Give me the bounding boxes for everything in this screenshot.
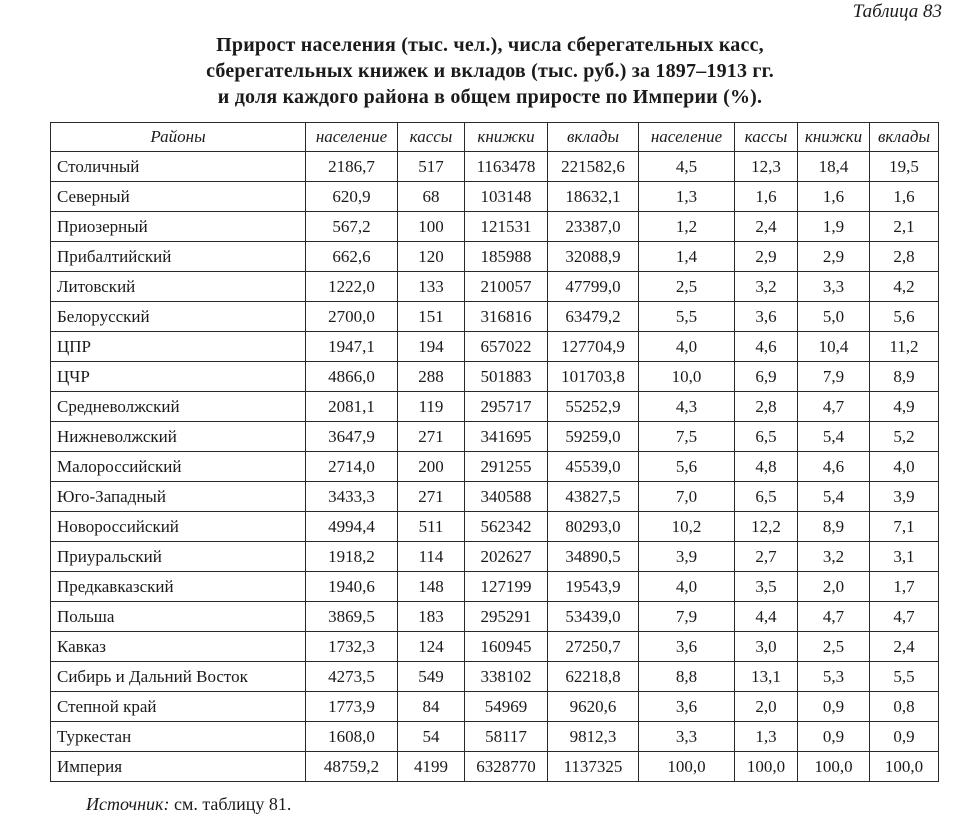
table-cell: 148 (398, 572, 465, 602)
table-cell: 8,9 (870, 362, 939, 392)
table-cell: 3,9 (639, 542, 735, 572)
header-cell: кассы (735, 123, 798, 152)
table-cell: 4866,0 (306, 362, 398, 392)
region-name: Степной край (51, 692, 306, 722)
table-cell: 5,6 (639, 452, 735, 482)
table-cell: 53439,0 (548, 602, 639, 632)
table-row (51, 422, 939, 452)
table-cell: 3,2 (735, 272, 798, 302)
table-cell: 13,1 (735, 662, 798, 692)
table-cell: 1940,6 (306, 572, 398, 602)
table-cell: 662,6 (306, 242, 398, 272)
source-label: Источник: (86, 794, 170, 814)
table-cell: 4,6 (735, 332, 798, 362)
table-cell: 341695 (465, 422, 548, 452)
table-cell: 3,6 (639, 632, 735, 662)
table-cell: 2,9 (735, 242, 798, 272)
region-name: Средневолжский (51, 392, 306, 422)
table-row (51, 722, 939, 752)
table-cell: 4199 (398, 752, 465, 782)
table-cell: 80293,0 (548, 512, 639, 542)
title-line-2: сберегательных книжек и вкладов (тыс. руб.) за 1897–1913 гг. (206, 60, 774, 82)
table-cell: 8,9 (798, 512, 870, 542)
region-name: Нижневолжский (51, 422, 306, 452)
table-cell: 1732,3 (306, 632, 398, 662)
table-cell: 5,5 (639, 302, 735, 332)
table-row (51, 692, 939, 722)
region-name: Столичный (51, 152, 306, 182)
table-cell: 2,4 (735, 212, 798, 242)
table-cell: 3,2 (798, 542, 870, 572)
table-cell: 2,9 (798, 242, 870, 272)
table-cell: 1163478 (465, 152, 548, 182)
table-row (51, 572, 939, 602)
region-name: Польша (51, 602, 306, 632)
table-cell: 45539,0 (548, 452, 639, 482)
table-cell: 3,5 (735, 572, 798, 602)
table-cell: 120 (398, 242, 465, 272)
table-cell: 62218,8 (548, 662, 639, 692)
table-cell: 5,2 (870, 422, 939, 452)
table-cell: 6,9 (735, 362, 798, 392)
table-cell: 0,9 (798, 722, 870, 752)
table-cell: 295291 (465, 602, 548, 632)
table-cell: 58117 (465, 722, 548, 752)
table-cell: 4,6 (798, 452, 870, 482)
table-cell: 27250,7 (548, 632, 639, 662)
table-cell: 12,3 (735, 152, 798, 182)
table-cell: 4,4 (735, 602, 798, 632)
table-cell: 0,8 (870, 692, 939, 722)
statistics-table (50, 122, 939, 782)
region-name: Прибалтийский (51, 242, 306, 272)
table-cell: 7,5 (639, 422, 735, 452)
table-cell: 3,3 (798, 272, 870, 302)
table-cell: 2,7 (735, 542, 798, 572)
title-line-1: Прирост населения (тыс. чел.), числа сберегательных касс, (216, 34, 764, 56)
table-cell: 100,0 (735, 752, 798, 782)
table-cell: 10,2 (639, 512, 735, 542)
table-cell: 185988 (465, 242, 548, 272)
region-name: Приозерный (51, 212, 306, 242)
table-cell: 2,5 (639, 272, 735, 302)
table-cell: 0,9 (870, 722, 939, 752)
table-cell: 4,7 (798, 602, 870, 632)
table-cell: 3647,9 (306, 422, 398, 452)
table-row (51, 662, 939, 692)
table-cell: 119 (398, 392, 465, 422)
table-cell: 501883 (465, 362, 548, 392)
table-row (51, 332, 939, 362)
table-cell: 4,0 (639, 332, 735, 362)
table-row (51, 512, 939, 542)
table-cell: 200 (398, 452, 465, 482)
table-cell: 2,8 (735, 392, 798, 422)
table-cell: 2,0 (735, 692, 798, 722)
table-cell: 4,7 (798, 392, 870, 422)
header-regions: Районы (51, 123, 306, 152)
table-row (51, 272, 939, 302)
table-cell: 100 (398, 212, 465, 242)
table-cell: 12,2 (735, 512, 798, 542)
table-cell: 7,9 (798, 362, 870, 392)
region-name: Сибирь и Дальний Восток (51, 662, 306, 692)
region-name: Предкавказский (51, 572, 306, 602)
header-cell: население (639, 123, 735, 152)
table-cell: 101703,8 (548, 362, 639, 392)
table-cell: 1608,0 (306, 722, 398, 752)
table-cell: 2,0 (798, 572, 870, 602)
table-cell: 1222,0 (306, 272, 398, 302)
table-cell: 127704,9 (548, 332, 639, 362)
table-cell: 7,0 (639, 482, 735, 512)
table-row (51, 752, 939, 782)
table-cell: 4273,5 (306, 662, 398, 692)
table-cell: 567,2 (306, 212, 398, 242)
table-cell: 271 (398, 422, 465, 452)
title-line-3: и доля каждого района в общем приросте по Империи (%). (217, 86, 763, 108)
region-name: Литовский (51, 272, 306, 302)
region-name: Юго-Западный (51, 482, 306, 512)
table-cell: 54969 (465, 692, 548, 722)
table-cell: 4,9 (870, 392, 939, 422)
source-note (86, 792, 291, 816)
table-cell: 2,1 (870, 212, 939, 242)
header-cell: кассы (398, 123, 465, 152)
table-cell: 6328770 (465, 752, 548, 782)
table-row (51, 632, 939, 662)
table-row (51, 242, 939, 272)
table-cell: 1,4 (639, 242, 735, 272)
table-cell: 100,0 (798, 752, 870, 782)
table-cell: 5,4 (798, 422, 870, 452)
region-name: ЦЧР (51, 362, 306, 392)
table-row (51, 152, 939, 182)
table-cell: 2,4 (870, 632, 939, 662)
table-cell: 55252,9 (548, 392, 639, 422)
table-cell: 18,4 (798, 152, 870, 182)
region-name: Туркестан (51, 722, 306, 752)
table-cell: 202627 (465, 542, 548, 572)
table-cell: 511 (398, 512, 465, 542)
table-cell: 1947,1 (306, 332, 398, 362)
table-cell: 657022 (465, 332, 548, 362)
table-cell: 19543,9 (548, 572, 639, 602)
table-cell: 1,6 (735, 182, 798, 212)
table-row (51, 392, 939, 422)
table-cell: 68 (398, 182, 465, 212)
source-text: см. таблицу 81. (169, 794, 292, 814)
table-cell: 3,9 (870, 482, 939, 512)
header-cell: вклады (548, 123, 639, 152)
table-cell: 5,6 (870, 302, 939, 332)
table-cell: 121531 (465, 212, 548, 242)
table-cell: 133 (398, 272, 465, 302)
table-cell: 3869,5 (306, 602, 398, 632)
table-cell: 316816 (465, 302, 548, 332)
table-cell: 1,6 (870, 182, 939, 212)
table-cell: 9620,6 (548, 692, 639, 722)
table-cell: 620,9 (306, 182, 398, 212)
table-cell: 1,9 (798, 212, 870, 242)
table-cell: 2714,0 (306, 452, 398, 482)
table-cell: 4,0 (870, 452, 939, 482)
table-cell: 18632,1 (548, 182, 639, 212)
table-row (51, 452, 939, 482)
table-cell: 1918,2 (306, 542, 398, 572)
table-cell: 288 (398, 362, 465, 392)
table-body (51, 152, 939, 782)
table-row (51, 542, 939, 572)
table-cell: 210057 (465, 272, 548, 302)
table-cell: 48759,2 (306, 752, 398, 782)
table-cell: 10,4 (798, 332, 870, 362)
table-cell: 100,0 (639, 752, 735, 782)
table-cell: 3,6 (735, 302, 798, 332)
table-header-row (51, 123, 939, 152)
table-cell: 4,7 (870, 602, 939, 632)
table-cell: 59259,0 (548, 422, 639, 452)
table-cell: 54 (398, 722, 465, 752)
table-cell: 100,0 (870, 752, 939, 782)
table-cell: 124 (398, 632, 465, 662)
table-row (51, 302, 939, 332)
table-cell: 114 (398, 542, 465, 572)
table-cell: 1,6 (798, 182, 870, 212)
table-row (51, 362, 939, 392)
header-cell: книжки (465, 123, 548, 152)
table-cell: 11,2 (870, 332, 939, 362)
table-cell: 103148 (465, 182, 548, 212)
header-cell: вклады (870, 123, 939, 152)
table-cell: 4,5 (639, 152, 735, 182)
table-cell: 23387,0 (548, 212, 639, 242)
table-cell: 1773,9 (306, 692, 398, 722)
table-cell: 2700,0 (306, 302, 398, 332)
table-cell: 7,1 (870, 512, 939, 542)
table-cell: 183 (398, 602, 465, 632)
table-cell: 34890,5 (548, 542, 639, 572)
table-cell: 5,3 (798, 662, 870, 692)
table-cell: 43827,5 (548, 482, 639, 512)
table-cell: 2081,1 (306, 392, 398, 422)
table-row (51, 602, 939, 632)
region-name: Новороссийский (51, 512, 306, 542)
table-cell: 84 (398, 692, 465, 722)
table-cell: 271 (398, 482, 465, 512)
table-cell: 6,5 (735, 422, 798, 452)
table-cell: 160945 (465, 632, 548, 662)
region-name: Малороссийский (51, 452, 306, 482)
region-name: Кавказ (51, 632, 306, 662)
table-cell: 5,4 (798, 482, 870, 512)
table-cell: 151 (398, 302, 465, 332)
table-cell: 7,9 (639, 602, 735, 632)
table-cell: 517 (398, 152, 465, 182)
table-title (0, 32, 980, 110)
table-cell: 9812,3 (548, 722, 639, 752)
region-name: ЦПР (51, 332, 306, 362)
table-cell: 4,0 (639, 572, 735, 602)
table-cell: 47799,0 (548, 272, 639, 302)
table-row (51, 182, 939, 212)
table-cell: 4994,4 (306, 512, 398, 542)
table-cell: 6,5 (735, 482, 798, 512)
table-cell: 4,2 (870, 272, 939, 302)
table-cell: 19,5 (870, 152, 939, 182)
header-cell: население (306, 123, 398, 152)
table-cell: 4,3 (639, 392, 735, 422)
table-cell: 291255 (465, 452, 548, 482)
table-cell: 3,1 (870, 542, 939, 572)
table-cell: 3,0 (735, 632, 798, 662)
region-name: Белорусский (51, 302, 306, 332)
table-cell: 194 (398, 332, 465, 362)
region-name: Империя (51, 752, 306, 782)
table-cell: 32088,9 (548, 242, 639, 272)
table-cell: 562342 (465, 512, 548, 542)
table-cell: 127199 (465, 572, 548, 602)
table-row (51, 482, 939, 512)
table-cell: 2,5 (798, 632, 870, 662)
table-number-label: Таблица 83 (852, 1, 942, 22)
header-cell: книжки (798, 123, 870, 152)
table-cell: 3433,3 (306, 482, 398, 512)
table-cell: 1,3 (735, 722, 798, 752)
region-name: Северный (51, 182, 306, 212)
table-cell: 1,3 (639, 182, 735, 212)
table-cell: 63479,2 (548, 302, 639, 332)
table-row (51, 212, 939, 242)
table-cell: 3,6 (639, 692, 735, 722)
table-cell: 10,0 (639, 362, 735, 392)
table-cell: 221582,6 (548, 152, 639, 182)
table-cell: 1137325 (548, 752, 639, 782)
table-cell: 295717 (465, 392, 548, 422)
table-cell: 4,8 (735, 452, 798, 482)
table-cell: 5,0 (798, 302, 870, 332)
table-cell: 1,7 (870, 572, 939, 602)
region-name: Приуральский (51, 542, 306, 572)
table-cell: 5,5 (870, 662, 939, 692)
table-cell: 3,3 (639, 722, 735, 752)
table-cell: 8,8 (639, 662, 735, 692)
table-cell: 1,2 (639, 212, 735, 242)
table-cell: 2,8 (870, 242, 939, 272)
table-cell: 338102 (465, 662, 548, 692)
table-cell: 0,9 (798, 692, 870, 722)
table-cell: 2186,7 (306, 152, 398, 182)
table-cell: 549 (398, 662, 465, 692)
table-cell: 340588 (465, 482, 548, 512)
